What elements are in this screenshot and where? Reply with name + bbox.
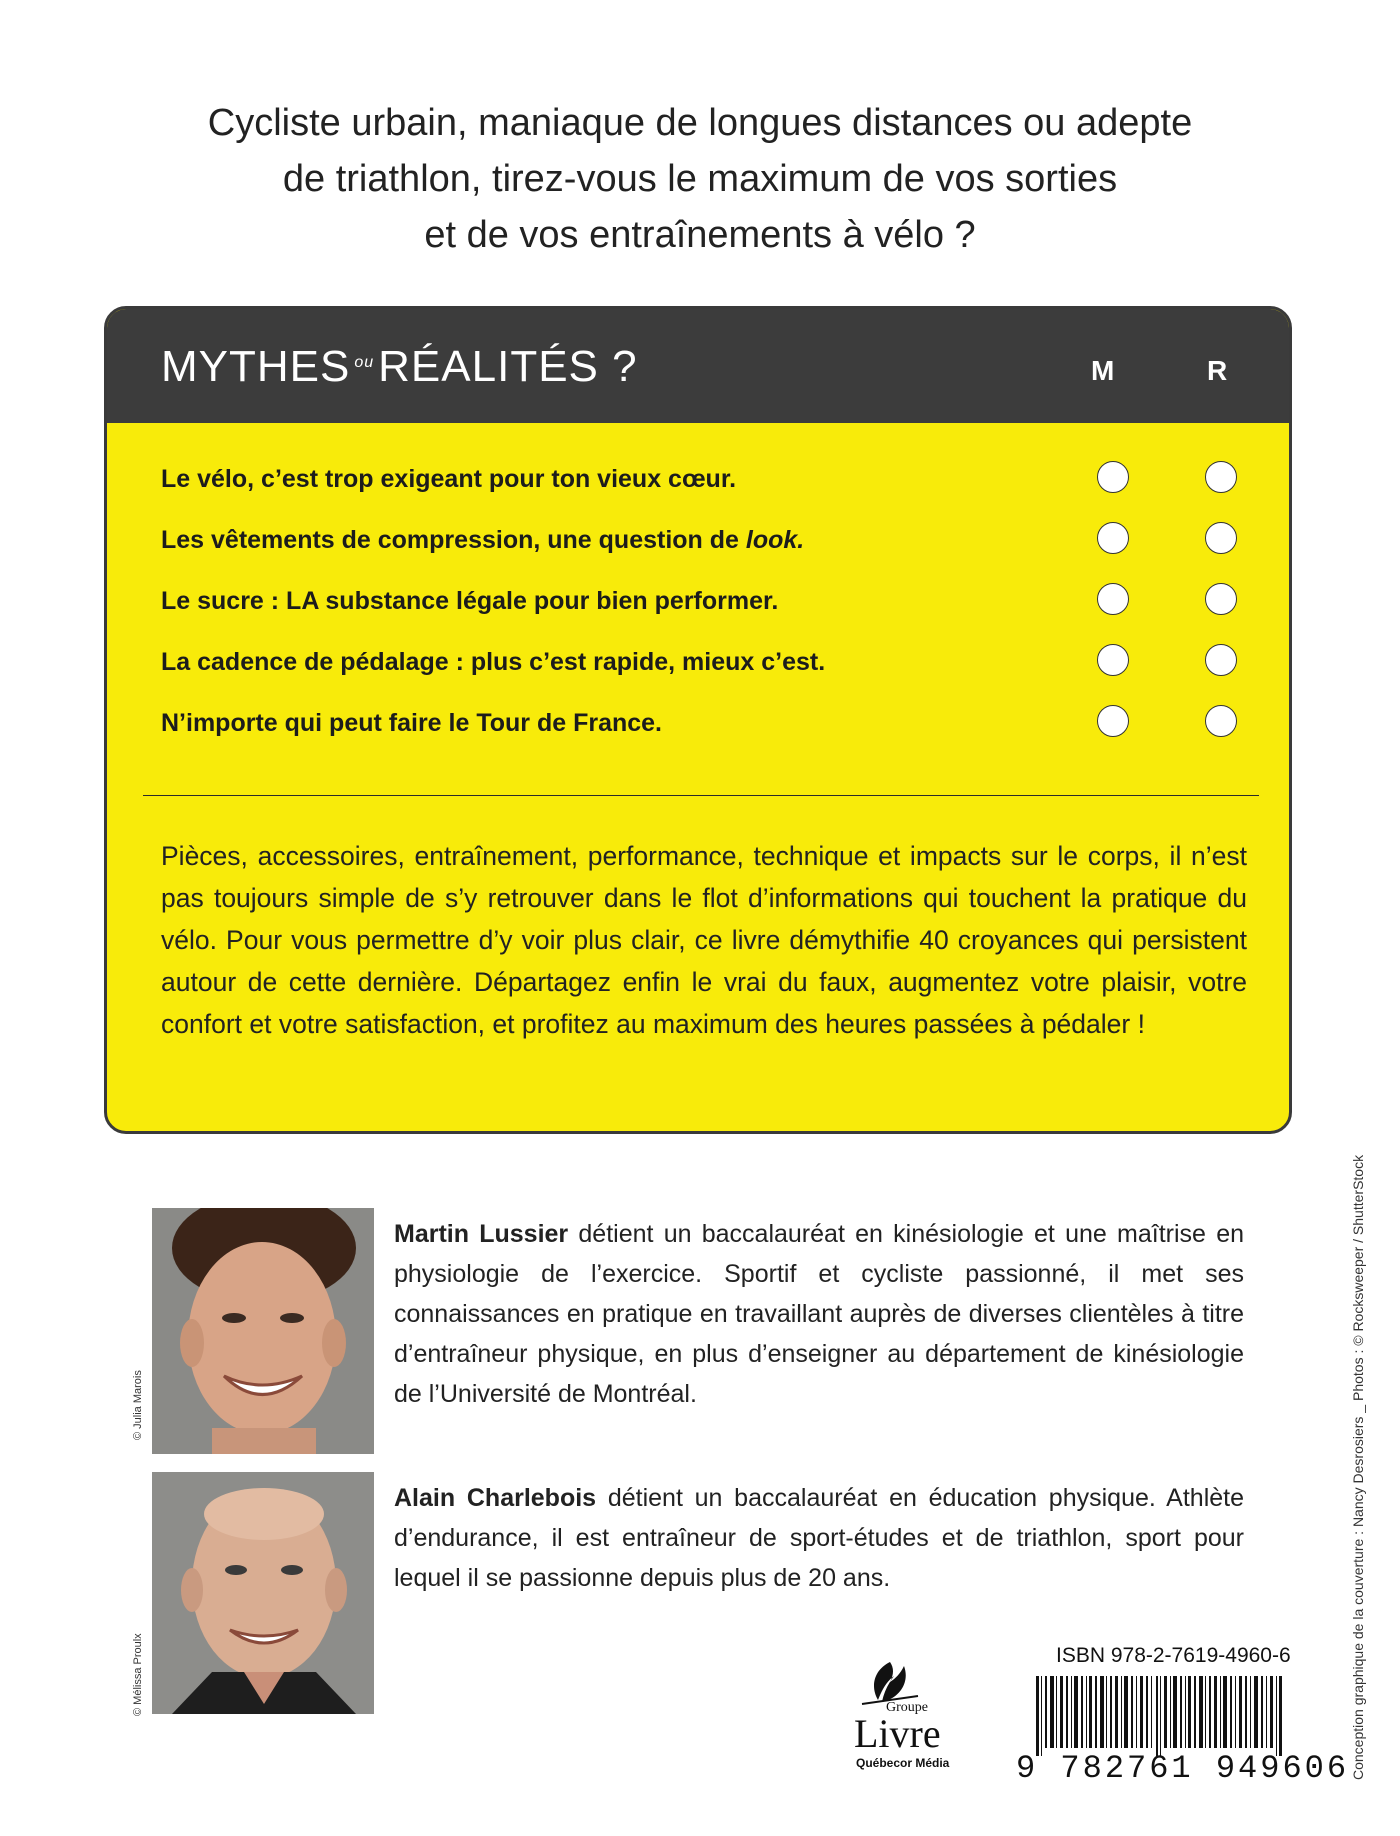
barcode-icon xyxy=(1036,1676,1286,1756)
publisher-livre: Livre xyxy=(854,1711,941,1756)
reality-radio-r[interactable] xyxy=(1205,644,1237,676)
myth-radio-m[interactable] xyxy=(1097,583,1129,615)
myth-row xyxy=(161,520,1241,581)
myth-text: Le vélo, c’est trop exigeant pour ton vieux cœur. xyxy=(161,465,737,493)
myth-row xyxy=(161,703,1241,764)
myth-radio-m[interactable] xyxy=(1097,644,1129,676)
author-name: Alain Charlebois xyxy=(394,1484,597,1512)
myth-row xyxy=(161,581,1241,642)
author-photo xyxy=(152,1472,374,1714)
myth-radio-m[interactable] xyxy=(1097,522,1129,554)
reality-radio-r[interactable] xyxy=(1205,583,1237,615)
author-portrait-icon xyxy=(152,1472,374,1714)
myth-text: N’importe qui peut faire le Tour de France. xyxy=(161,709,663,737)
quiz-box xyxy=(104,306,1292,1134)
column-label-r: R xyxy=(1207,355,1228,386)
author-photo xyxy=(152,1208,374,1454)
myth-list xyxy=(161,459,1241,764)
author-name: Martin Lussier xyxy=(394,1220,569,1248)
photo-credit: © Mélissa Proulx xyxy=(132,1633,144,1716)
headline-line-3: et de vos entraînements à vélo ? xyxy=(424,214,976,256)
quiz-header xyxy=(107,309,1289,423)
publisher-logo xyxy=(820,1660,960,1770)
publisher-subtitle: Québecor Média xyxy=(856,1756,950,1770)
quiz-title-realities: RÉALITÉS ? xyxy=(378,342,638,391)
myth-text: La cadence de pédalage : plus c’est rapide, mieux c’est. xyxy=(161,648,826,676)
publisher-groupe: Groupe xyxy=(886,1700,928,1715)
photo-credit: © Julia Marois xyxy=(132,1370,144,1440)
myth-text xyxy=(161,526,804,555)
column-label-m: M xyxy=(1091,355,1115,386)
reality-radio-r[interactable] xyxy=(1205,705,1237,737)
myth-row xyxy=(161,642,1241,703)
quiz-title-ou: ou xyxy=(354,354,375,371)
author-bio xyxy=(394,1478,1244,1598)
isbn-barcode xyxy=(1016,1644,1350,1787)
barcode-digits: 9 782761 949606 xyxy=(1016,1750,1350,1787)
author-portrait-icon xyxy=(152,1208,374,1454)
reality-radio-r[interactable] xyxy=(1205,461,1237,493)
headline-line-1: Cycliste urbain, maniaque de longues distances ou adepte xyxy=(207,102,1193,144)
headline-line-2: de triathlon, tirez-vous le maximum de vos sorties xyxy=(282,158,1118,200)
author-bio-text: détient un baccalauréat en éducation physique. Athlète d’endurance, il est entraîneur de sport-études et de triathlon, sport pour lequel il se passionne depuis plus de 20 ans. xyxy=(394,1484,1245,1592)
myth-radio-m[interactable] xyxy=(1097,461,1129,493)
divider xyxy=(143,795,1259,796)
headline xyxy=(100,95,1300,263)
book-description: Pièces, accessoires, entraînement, performance, technique et impacts sur le corps, il n’est pas toujours simple de s’y retrouver dans le flot d’informations qui touchent la pratique du vélo. Pour vous permettre d’y voir plus clair, ce livre démythifie 40 croyances qui persistent autour de cette dernière. Départagez enfin le vrai du faux, augmentez votre plaisir, votre confort et votre satisfaction, et profitez au maximum des heures passées à pédaler ! xyxy=(161,841,1247,1039)
myth-text-emphasis: look. xyxy=(745,526,805,554)
myth-row xyxy=(161,459,1241,520)
myth-text-part: Les vêtements de compression, une question de xyxy=(161,526,746,554)
quiz-title-myths: MYTHES xyxy=(161,342,351,391)
cover-design-credit: Conception graphique de la couverture : Nancy Desrosiers _ Photos : © Rocksweeper / ShutterStock xyxy=(1350,1154,1366,1780)
quiz-title xyxy=(161,342,638,391)
author-bio xyxy=(394,1214,1244,1414)
myth-text: Le sucre : LA substance légale pour bien performer. xyxy=(161,587,779,615)
myth-radio-m[interactable] xyxy=(1097,705,1129,737)
reality-radio-r[interactable] xyxy=(1205,522,1237,554)
author-bio-text: détient un baccalauréat en kinésiologie et une maîtrise en physiologie de l’exercice. Sportif et cycliste passionné, il met ses connaissances en pratique en travaillant auprès de diverses clientèles à titre d’entraîneur physique, en plus d’enseigner au département de kinésiologie de l’Université de Montréal. xyxy=(394,1220,1244,1408)
isbn-label: ISBN 978-2-7619-4960-6 xyxy=(1056,1644,1291,1667)
